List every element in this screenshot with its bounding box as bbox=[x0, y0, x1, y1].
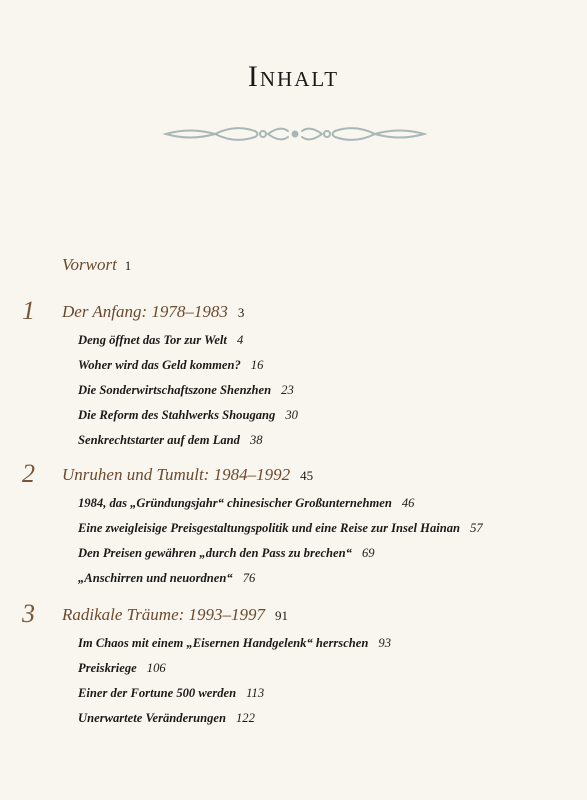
toc-preface[interactable] bbox=[62, 255, 131, 275]
chapter-entry[interactable] bbox=[78, 353, 298, 378]
part-title[interactable] bbox=[62, 302, 244, 322]
chapter-page: 113 bbox=[246, 686, 265, 700]
part-page: 91 bbox=[275, 608, 289, 623]
preface-page: 1 bbox=[124, 258, 132, 273]
chapter-entry[interactable] bbox=[78, 566, 483, 591]
chapter-entry[interactable] bbox=[78, 428, 298, 453]
chapter-title: Woher wird das Geld kommen? bbox=[78, 358, 241, 372]
part-page: 45 bbox=[300, 468, 314, 483]
chapter-title: Die Reform des Stahlwerks Shougang bbox=[78, 408, 276, 422]
chapter-page: 76 bbox=[242, 571, 256, 585]
chapter-page: 4 bbox=[236, 333, 244, 347]
chapter-entry[interactable] bbox=[78, 516, 483, 541]
chapter-entry[interactable] bbox=[78, 378, 298, 403]
chapter-page: 69 bbox=[361, 546, 375, 560]
preface-label: Vorwort bbox=[62, 255, 117, 274]
chapter-page: 93 bbox=[378, 636, 391, 650]
chapter-title: Die Sonderwirtschaftszone Shenzhen bbox=[78, 383, 272, 397]
part-number: 2 bbox=[22, 459, 35, 488]
part-title-label: Radikale Träume: 1993–1997 bbox=[62, 605, 266, 624]
part-number: 3 bbox=[22, 599, 35, 628]
chapter-title: Einer der Fortune 500 werden bbox=[78, 686, 237, 700]
chapter-entry[interactable] bbox=[78, 491, 483, 516]
chapter-entry[interactable] bbox=[78, 631, 391, 656]
chapter-page: 106 bbox=[146, 661, 166, 675]
part-page: 3 bbox=[237, 305, 245, 320]
chapter-title: 1984, das „Gründungsjahr“ chinesischer Großunternehmen bbox=[78, 496, 392, 510]
chapter-list bbox=[78, 491, 483, 591]
chapter-entry[interactable] bbox=[78, 706, 391, 731]
chapter-page: 46 bbox=[401, 496, 415, 510]
chapter-page: 122 bbox=[236, 711, 255, 725]
page-title: Inhalt bbox=[247, 60, 340, 93]
decorative-flourish-icon bbox=[160, 121, 430, 147]
chapter-page: 16 bbox=[250, 358, 264, 372]
chapter-entry[interactable] bbox=[78, 541, 483, 566]
part-title-label: Der Anfang: 1978–1983 bbox=[62, 302, 228, 321]
part-number: 1 bbox=[22, 296, 35, 325]
chapter-title: Senkrechtstarter auf dem Land bbox=[78, 433, 240, 447]
chapter-list bbox=[78, 631, 391, 731]
chapter-page: 30 bbox=[285, 408, 298, 422]
part-title[interactable] bbox=[62, 465, 313, 485]
chapter-title: Im Chaos mit einem „Eisernen Handgelenk“ herrschen bbox=[78, 636, 369, 650]
chapter-entry[interactable] bbox=[78, 681, 391, 706]
part-title-label: Unruhen und Tumult: 1984–1992 bbox=[62, 465, 291, 484]
chapter-list bbox=[78, 328, 298, 453]
chapter-entry[interactable] bbox=[78, 328, 298, 353]
chapter-page: 57 bbox=[470, 521, 483, 535]
chapter-entry[interactable] bbox=[78, 403, 298, 428]
chapter-title: Den Preisen gewähren „durch den Pass zu brechen“ bbox=[78, 546, 352, 560]
chapter-title: Deng öffnet das Tor zur Welt bbox=[78, 333, 227, 347]
chapter-title: Preiskriege bbox=[78, 661, 137, 675]
chapter-title: Unerwartete Veränderungen bbox=[78, 711, 226, 725]
chapter-title: „Anschirren und neuordnen“ bbox=[78, 571, 233, 585]
part-title[interactable] bbox=[62, 605, 288, 625]
chapter-title: Eine zweigleisige Preisgestaltungspolitik und eine Reise zur Insel Hainan bbox=[78, 521, 461, 535]
chapter-entry[interactable] bbox=[78, 656, 391, 681]
chapter-page: 23 bbox=[281, 383, 294, 397]
chapter-page: 38 bbox=[249, 433, 263, 447]
